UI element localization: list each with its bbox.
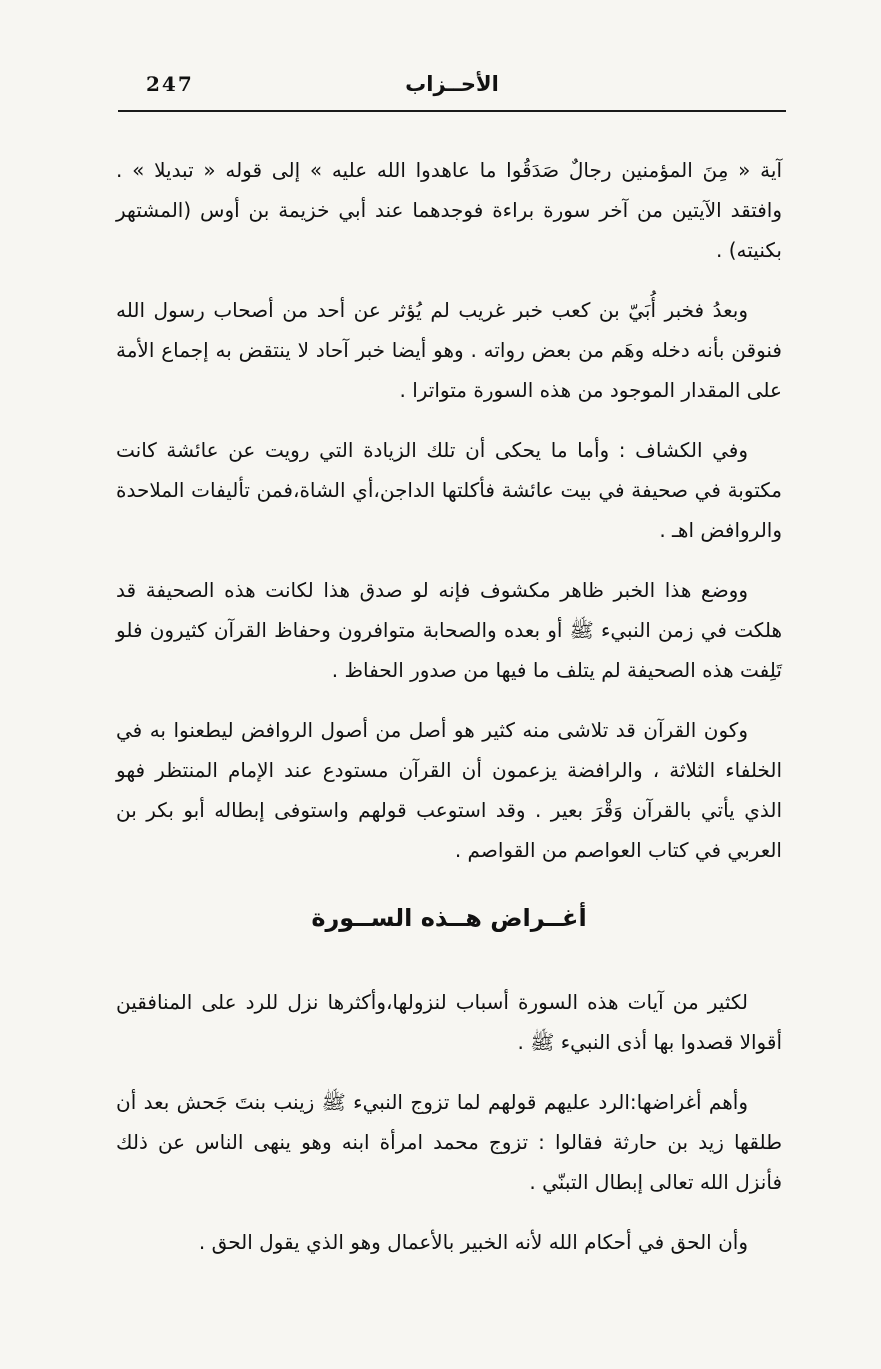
paragraph: آية « مِنَ المؤمنين رجالٌ صَدَقُوا ما عاهدوا الله عليه » إلى قوله « تبديلا » . وافتقد الآيتين من آخر سورة براءة فوجدهما عند أبي خزيمة بن أوس (المشتهر بكنيته) . [116, 158, 782, 262]
paragraph: ووضع هذا الخبر ظاهر مكشوف فإنه لو صدق هذا لكانت هذه الصحيفة قد هلكت في زمن النبيء ﷺ أو بعده والصحابة متوافرون وحفاظ القرآن كثيرون فلو تَلِفت هذه الصحيفة لم يتلف ما فيها من صدور الحفاظ . [116, 578, 782, 682]
paragraph: وكون القرآن قد تلاشى منه كثير هو أصل من أصول الروافض ليطعنوا به في الخلفاء الثلاثة ، والرافضة يزعمون أن القرآن مستودع عند الإمام المنتظر فهو الذي يأتي بالقرآن وَقْرَ بعير . وقد استوعب قولهم واستوفى إبطاله أبو بكر بن العربي في كتاب العواصم من القواصم . [116, 718, 782, 862]
paragraph: وأن الحق في أحكام الله لأنه الخبير بالأعمال وهو الذي يقول الحق . [198, 1230, 748, 1254]
paragraph: وبعدُ فخبر أُبَيّ بن كعب خبر غريب لم يُؤثر عن أحد من أصحاب رسول الله فنوقن بأنه دخله وهَم من بعض رواته . وهو أيضا خبر آحاد لا ينتقض به إجماع الأمة على المقدار الموجود من هذه السورة متواترا . [116, 298, 782, 402]
chapter-title: الأحــزاب [405, 72, 499, 96]
paragraph: وأهم أغراضها:الرد عليهم قولهم لما تزوج النبيء ﷺ زينب بنتَ جَحش بعد أن طلقها زيد بن حارثة فقالوا : تزوج محمد امرأة ابنه وهو ينهى الناس عن ذلك فأنزل الله تعالى إبطال التبنّي . [116, 1090, 782, 1194]
body-text [116, 150, 782, 1282]
paragraph: لكثير من آيات هذه السورة أسباب لنزولها،وأكثرها نزل للرد على المنافقين أقوالا قصدوا بها أذى النبيء ﷺ . [116, 990, 782, 1054]
paragraph: وفي الكشاف : وأما ما يحكى أن تلك الزيادة التي رويت عن عائشة كانت مكتوبة في صحيفة في بيت عائشة فأكلتها الداجن،أي الشاة،فمن تأليفات الملاحدة والروافض اهـ . [116, 438, 782, 542]
page-number: 247 [146, 72, 194, 96]
section-heading: أغــراض هــذه الســورة [311, 904, 587, 932]
running-head [118, 62, 786, 112]
